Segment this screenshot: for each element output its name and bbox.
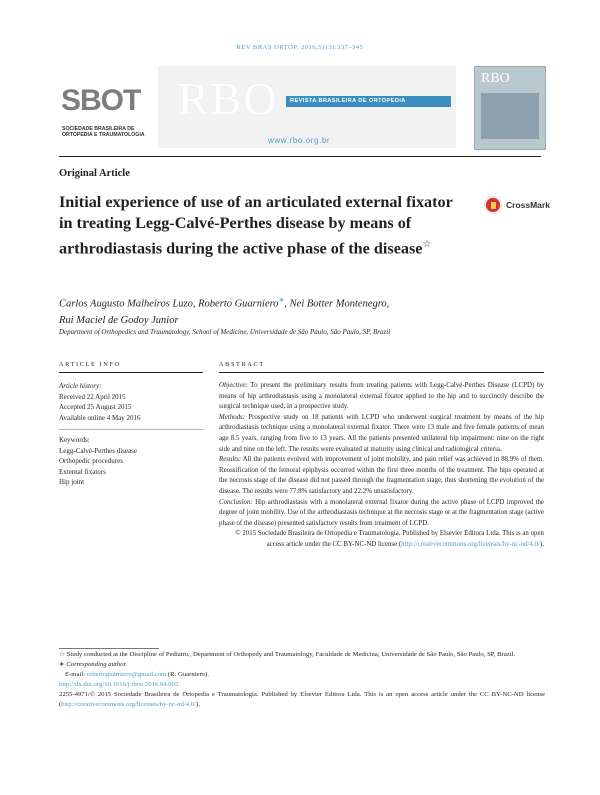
abstract-methods — [219, 413, 544, 455]
study-footnote-mark: ☆ — [59, 651, 65, 658]
copyright-end: ). — [539, 540, 544, 548]
sbot-subtitle-line2: ORTOPEDIA E TRAUMATOLOGIA — [62, 132, 145, 138]
online-date: Available online 4 May 2016 — [59, 413, 141, 422]
email-label: E-mail: — [65, 671, 87, 678]
doi-link[interactable]: http://dx.doi.org/10.1016/j.rboe.2016.04.005 — [59, 681, 179, 688]
keywords-label: Keywords: — [59, 436, 90, 444]
journal-name-bar: REVISTA BRASILEIRA DE ORTOPEDIA — [286, 96, 451, 107]
issn-text: 2255-4971/© 2015 Sociedade Brasileira de Ortopedia e Traumatologia. Published by Elsevier Editora Ltda. This is an open access article under the CC BY-NC-ND license ( — [59, 691, 545, 708]
history-label: Article history: — [59, 382, 102, 390]
issn-end: ). — [195, 701, 200, 708]
journal-cover-thumbnail — [474, 66, 546, 150]
authors-part2: , Nei Botter Montenegro, — [284, 298, 390, 310]
cover-title: RBO — [481, 71, 510, 86]
abstract-heading: ABSTRACT — [219, 361, 265, 368]
accepted-date: Accepted 25 August 2015 — [59, 403, 132, 411]
affiliation: Department of Orthopedics and Traumatology, School of Medicine, Universidade de São Paulo, São Paulo, SP, Brazil — [59, 328, 391, 336]
keyword: Hip joint — [59, 478, 85, 486]
crossmark-icon — [484, 196, 502, 214]
abstract-body — [219, 381, 544, 551]
abstract-divider — [219, 372, 544, 373]
objective-text: To present the preliminary results from treating patients with Legg-Calvé-Perthes Disease (LCPD) by means of hip arthrodiastasis using a monolateral external fixator applied to the hip and to succinctly describe the surgical technique used, in a prospective study. — [219, 382, 544, 411]
study-footnote-text: Study conducted at the Discipline of Pediatric, Department of Orthopedy and Traumatology, Faculdade de Medicina, Universidade de São Paulo, São Paulo, SP, Brazil. — [65, 651, 516, 658]
journal-url[interactable]: www.rbo.org.br — [268, 136, 331, 145]
email-line — [59, 670, 545, 680]
corresponding-footnote-text: Corresponding author. — [64, 661, 127, 668]
authors-part1: Carlos Augusto Malheiros Luzo, Roberto Guarniero — [59, 298, 279, 310]
methods-text: Prospective study on 18 patients with LCPD who underwent surgical treatment by means of the hip arthrodiastasis technique using a monolateral external fixator. There were 13 male and five female patients of mean age 8.5 years, ranging from five to 13 years. All the patients presented unilateral hip impairment: nine on the right side and nine on the left. The results were evaluated at maturity using clinical and radiological criteria. — [219, 413, 544, 453]
authors-line2: Rui Maciel de Godoy Junior — [59, 314, 179, 326]
article-info-heading: ARTICLE INFO — [59, 361, 121, 368]
crossmark-badge[interactable] — [484, 196, 550, 216]
conclusion-label: Conclusion: — [219, 498, 253, 506]
abstract-conclusion — [219, 498, 544, 530]
received-date: Received 22 April 2015 — [59, 392, 126, 401]
crossmark-label: CrossMark — [506, 200, 550, 210]
sbot-subtitle — [62, 126, 154, 138]
title-footnote-mark[interactable]: ☆ — [422, 239, 432, 250]
article-info — [59, 381, 203, 488]
author-list — [59, 292, 529, 329]
methods-label: Methods: — [219, 413, 246, 421]
email-link[interactable]: robertoguarniero@gmail.com — [86, 671, 167, 678]
license-link[interactable]: http://creativecommons.org/licenses/by-nc-nd/4.0/ — [401, 540, 540, 548]
keyword: External fixators — [59, 467, 106, 476]
email-suffix: (R. Guarniero). — [166, 671, 209, 678]
journal-reference: REV BRAS ORTOP. 2016;51(3):337–345 — [236, 44, 364, 51]
abstract-objective — [219, 381, 544, 413]
article-info-divider — [59, 372, 203, 373]
conclusion-text: Hip arthrodiastasis with a monolateral external fixator during the active phase of LCPD improved the degree of joint mobility. Use of the arthrodiastasis technique at the necrosis stage or at the fragmentation stage (active phase of the disease) presented satisfactory results from treatment of LCPD. — [219, 498, 544, 527]
results-text: All the patients evolved with improvement of joint mobility, and pain relief was achieved in 88.9% of them. Reossification of the femoral epiphysis occurred within the first three months of the treatment. The hips operated at the necrosis stage of the disease did not passed through the fragmentation stage, thus shortening the evolution of the disease. The results were 77.8% satisfactory and 22.2% unsatisfactory. — [219, 456, 544, 495]
info-separator — [59, 429, 203, 430]
article-type: Original Article — [59, 168, 130, 179]
article-title-text: Initial experience of use of an articulated external fixator in treating Legg-Calvé-Perthes disease by means of arthrodiastasis during the active phase of the disease — [59, 193, 453, 258]
corresponding-author-mark[interactable]: ∗ — [278, 296, 285, 304]
footnote-divider — [59, 648, 159, 649]
sbot-subtitle-line1: SOCIEDADE BRASILEIRA DE — [62, 126, 135, 132]
abstract-copyright — [219, 529, 544, 550]
footnotes — [59, 650, 545, 710]
keyword: Legg-Calvé-Perthes disease — [59, 446, 137, 455]
header-divider — [59, 156, 541, 157]
rbo-watermark: RBO — [178, 73, 279, 124]
cover-image — [481, 93, 539, 139]
article-title — [59, 192, 469, 259]
keyword: Orthopedic procedures — [59, 457, 123, 465]
journal-banner — [158, 66, 456, 148]
copyright-text: © 2015 Sociedade Brasileira de Ortopedia e Traumatologia. Published by Elsevier Editora Ltda. This is an open access article under the CC BY-NC-ND license ( — [235, 530, 544, 548]
corresponding-footnote — [59, 660, 545, 670]
issn-license-link[interactable]: http://creativecommons.org/licenses/by-nc-nd/4.0/ — [61, 701, 196, 708]
abstract-results — [219, 455, 544, 497]
sbot-logo — [59, 66, 149, 148]
sbot-logo-text: SBOT — [61, 84, 141, 117]
study-footnote — [59, 650, 545, 660]
corresponding-footnote-mark: ∗ — [59, 661, 65, 668]
issn-line — [59, 690, 545, 710]
results-label: Results: — [219, 456, 242, 464]
objective-label: Objective: — [219, 382, 248, 389]
